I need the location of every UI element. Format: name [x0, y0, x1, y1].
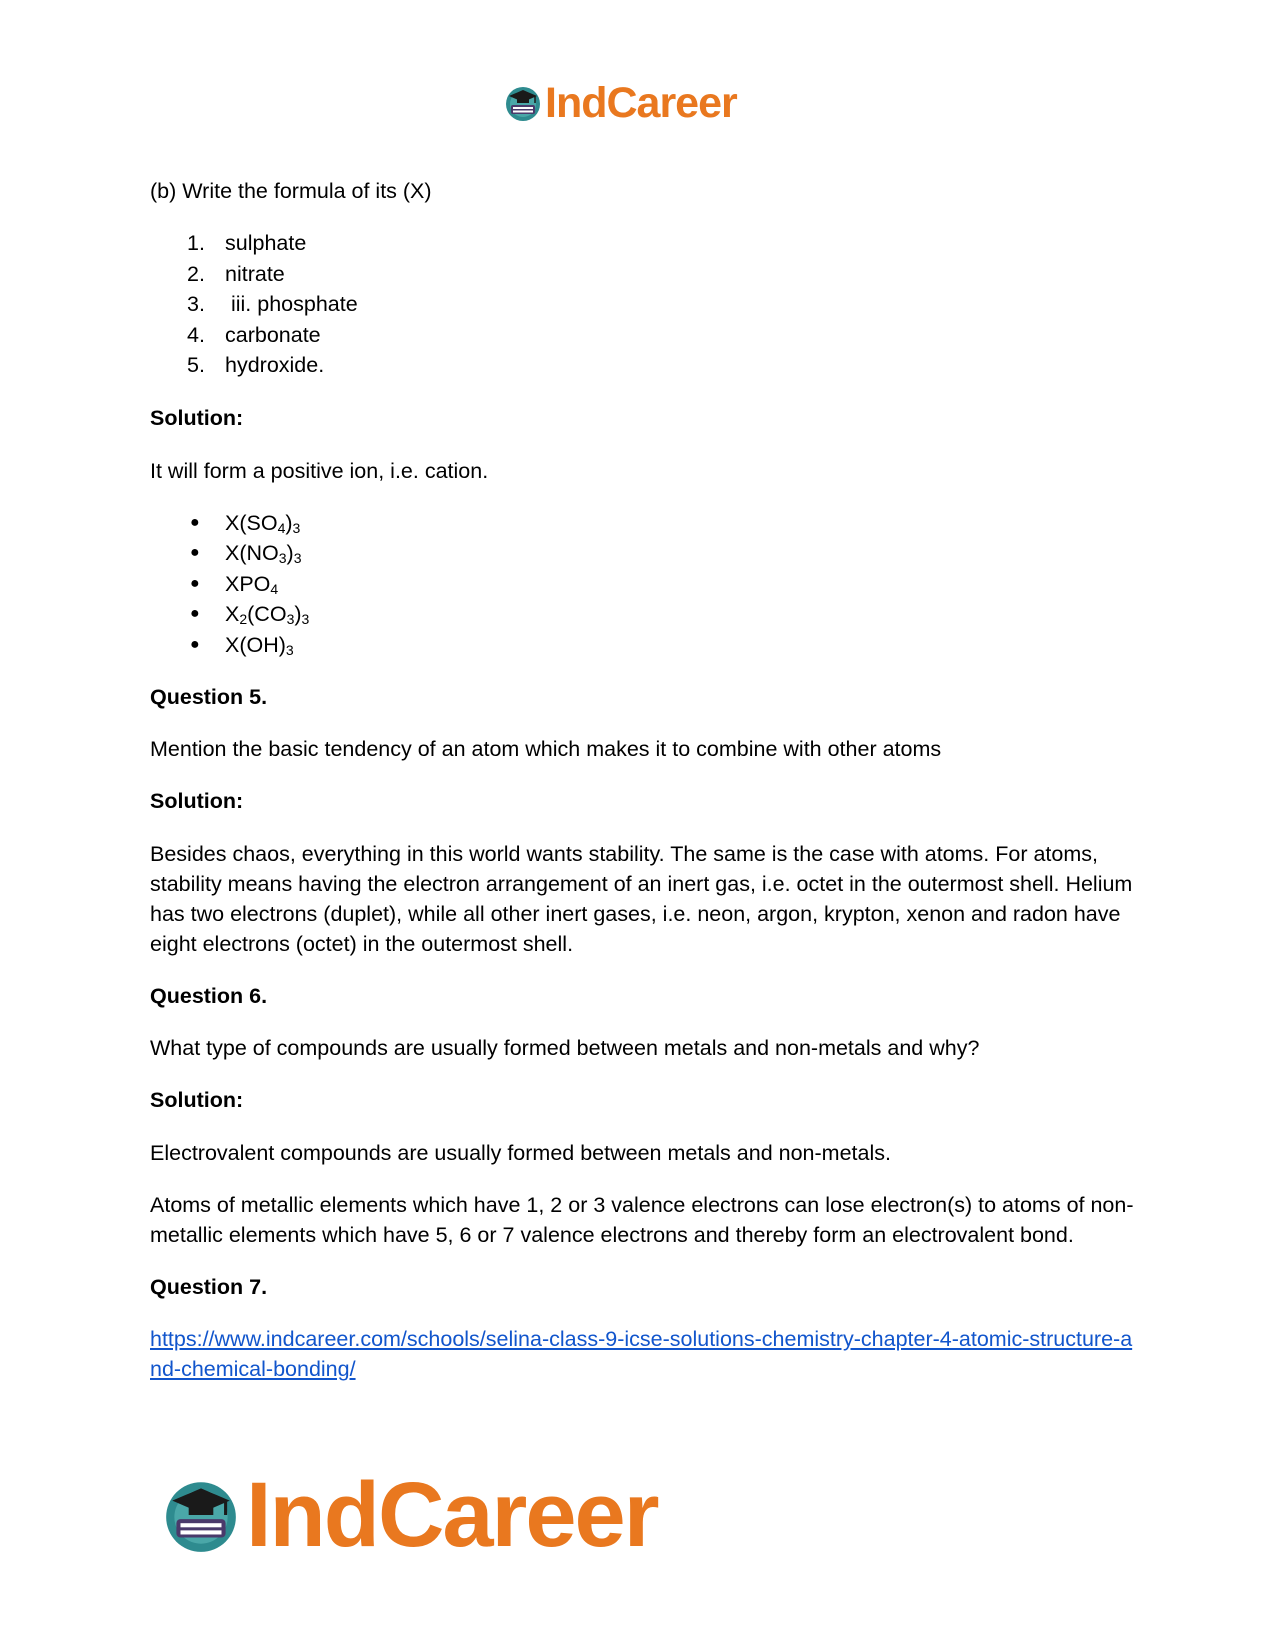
graduation-cap-book-icon	[503, 83, 543, 123]
list-item-text: hydroxide.	[225, 353, 325, 377]
question-6-title: Question 6.	[150, 984, 268, 1008]
list-item	[150, 320, 1140, 351]
question-5-title: Question 5.	[150, 685, 268, 709]
list-item-number: 5.	[187, 353, 205, 377]
bullet-icon: ●	[190, 635, 200, 653]
question-6-answer-2: Atoms of metallic elements which have 1, 2 or 3 valence electrons can lose electron(s) to atoms of non-metallic elements which have 5, 6 or 7 valence electrons and thereby form an electrovalent bond.	[150, 1193, 1134, 1247]
list-item	[150, 259, 1140, 290]
bullet-icon: ●	[190, 544, 200, 561]
formula-item	[150, 599, 1140, 630]
formula-subscript: 4	[270, 580, 279, 597]
list-item	[150, 350, 1140, 381]
bullet-icon: ●	[190, 605, 200, 622]
formula-text: X(OH)	[225, 632, 286, 657]
question-6-answer-1: Electrovalent compounds are usually formed between metals and non-metals.	[150, 1141, 891, 1165]
document-content	[150, 176, 1140, 1384]
graduation-cap-book-icon	[160, 1474, 242, 1556]
formula-text: (CO	[247, 602, 287, 626]
solution-label: Solution:	[150, 1088, 244, 1112]
formula-subscript: 3	[292, 519, 301, 536]
list-item-text: carbonate	[225, 322, 321, 347]
formula-text: X(NO	[225, 541, 279, 565]
formula-subscript: 3	[286, 611, 295, 627]
formula-text: )	[286, 541, 294, 565]
question-6-text: What type of compounds are usually formed between metals and non-metals and why?	[150, 1036, 980, 1060]
formula-subscript: 3	[301, 611, 310, 627]
list-item-text: iii. phosphate	[225, 292, 358, 316]
bullet-icon: ●	[190, 513, 200, 531]
formula-text: X	[225, 602, 240, 626]
formula-text: )	[285, 510, 293, 535]
formula-item	[150, 630, 1140, 661]
brand-name: IndCareer	[246, 1463, 658, 1566]
formula-item	[150, 508, 1140, 539]
question-7-title: Question 7.	[150, 1275, 268, 1299]
part-b-heading: (b) Write the formula of its (X)	[150, 179, 432, 203]
formula-list	[150, 508, 1140, 661]
list-item-text: nitrate	[225, 261, 285, 286]
solution-label: Solution:	[150, 789, 244, 813]
list-item	[150, 228, 1140, 259]
list-item-number: 2.	[187, 261, 205, 286]
formula-subscript: 4	[277, 519, 286, 536]
question-5-text: Mention the basic tendency of an atom which makes it to combine with other atoms	[150, 737, 942, 761]
bullet-icon: ●	[190, 574, 200, 592]
part-b-list	[150, 228, 1140, 381]
formula-text: XPO	[225, 571, 271, 596]
formula-item	[150, 569, 1140, 600]
formula-text: X(SO	[225, 510, 278, 535]
formula-subscript: 3	[285, 641, 294, 658]
header-logo	[503, 78, 737, 128]
list-item-number: 4.	[187, 322, 205, 347]
list-item-number: 1.	[187, 231, 205, 255]
formula-subscript: 3	[293, 550, 302, 566]
solution-text: It will form a positive ion, i.e. cation.	[150, 458, 489, 483]
formula-subscript: 3	[278, 550, 287, 566]
list-item-number: 3.	[187, 292, 205, 316]
source-link[interactable]: https://www.indcareer.com/schools/selina-class-9-icse-solutions-chemistry-chapter-4-atomic-structure-and-chemical-bonding/	[150, 1327, 1133, 1381]
list-item-text: sulphate	[225, 231, 307, 255]
footer-logo	[160, 1463, 658, 1566]
formula-text: )	[294, 602, 302, 626]
question-5-answer: Besides chaos, everything in this world wants stability. The same is the case with atoms. For atoms, stability means having the electron arrangement of an inert gas, i.e. octet in the outermost shell. Helium has two electrons (duplet), while all other inert gases, i.e. neon, argon, krypton, xenon and radon have eight electrons (octet) in the outermost shell.	[150, 842, 1133, 956]
brand-name: IndCareer	[545, 78, 737, 127]
formula-item	[150, 538, 1140, 569]
formula-subscript: 2	[239, 611, 248, 627]
solution-label: Solution:	[150, 405, 244, 430]
list-item	[150, 289, 1140, 320]
